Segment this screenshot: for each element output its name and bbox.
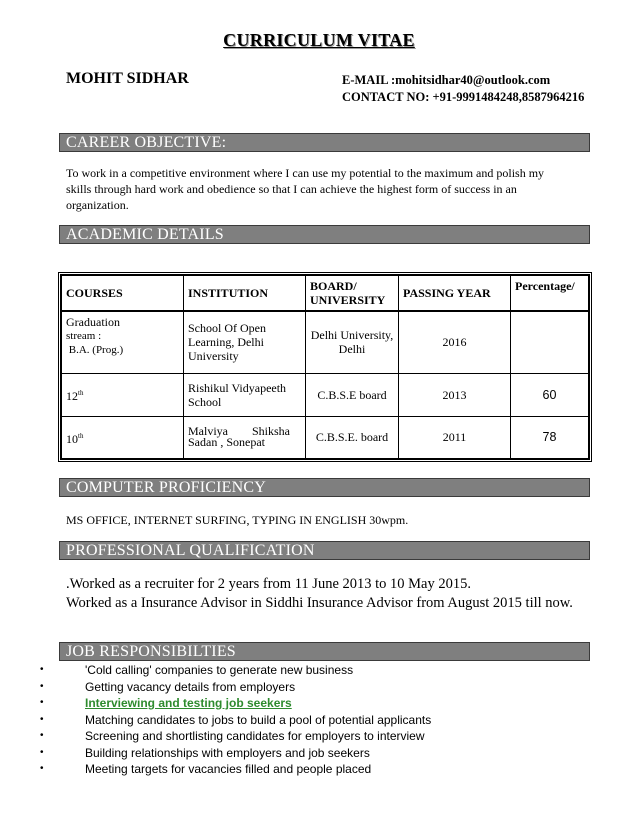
qualification-line: Worked as a Insurance Advisor in Siddhi Insurance Advisor from August 2015 till now.	[66, 595, 573, 611]
bullet-icon: •	[40, 763, 44, 774]
professional-qualification-heading: PROFESSIONAL QUALIFICATION	[59, 541, 590, 560]
course-cell	[62, 416, 184, 459]
percentage-cell: 78	[511, 416, 589, 459]
computer-proficiency-text: MS OFFICE, INTERNET SURFING, TYPING IN ENGLISH 30wpm.	[66, 513, 409, 527]
bullet-icon: •	[40, 730, 44, 741]
course-line: Graduation	[66, 315, 120, 329]
list-item-text: 'Cold calling' companies to generate new business	[85, 663, 354, 677]
course-cell	[62, 373, 184, 416]
year-cell: 2016	[399, 311, 511, 373]
header-board: BOARD/ UNIVERSITY	[306, 276, 399, 312]
table-row	[62, 373, 589, 416]
course-base: 10	[66, 431, 78, 446]
contact-line: CONTACT NO: +91-9991484248,8587964216	[342, 90, 585, 104]
course-line: B.A. (Prog.)	[66, 344, 124, 356]
institution-cell	[184, 416, 306, 459]
highlighted-list-item-text: Interviewing and testing job seekers	[85, 696, 292, 710]
list-item-text: Building relationships with employers and job seekers	[85, 745, 370, 760]
list-item-text: Meeting targets for vacancies filled and people placed	[85, 762, 372, 776]
email-line: E-MAIL :mohitsidhar40@outlook.com	[342, 73, 551, 87]
career-objective-line: skills through hard work and obedience so that I can achieve the highest form of success in an	[66, 182, 517, 196]
bullet-icon: •	[40, 697, 44, 708]
qualification-line: .Worked as a recruiter for 2 years from 11 June 2013 to 10 May 2015.	[66, 576, 471, 592]
institution-cell: Rishikul Vidyapeeth School	[184, 373, 306, 416]
institution-cell: School Of Open Learning, Delhi University	[184, 311, 306, 373]
career-objective-line: To work in a competitive environment where I can use my potential to the maximum and polish my	[66, 166, 545, 180]
header-percentage: Percentage/	[511, 276, 589, 312]
bullet-icon: •	[40, 664, 44, 675]
professional-qualification-text	[66, 575, 573, 613]
year-cell: 2011	[399, 416, 511, 459]
table-row	[62, 416, 589, 459]
document-title: CURRICULUM VITAE	[223, 30, 415, 50]
header-passing-year: PASSING YEAR	[399, 276, 511, 312]
table-header-row	[62, 276, 589, 312]
career-objective-line: organization.	[66, 198, 129, 212]
board-cell: Delhi University, Delhi	[306, 311, 399, 373]
candidate-name: MOHIT SIDHAR	[66, 70, 189, 87]
header-courses: COURSES	[62, 276, 184, 312]
bullet-icon: •	[40, 746, 44, 758]
list-item-text: Getting vacancy details from employers	[85, 679, 296, 694]
course-cell	[62, 311, 184, 373]
board-cell: C.B.S.E board	[306, 373, 399, 416]
list-item-text: Matching candidates to jobs to build a pool of potential applicants	[85, 712, 432, 727]
course-sup: th	[78, 389, 84, 397]
board-cell: C.B.S.E. board	[306, 416, 399, 459]
institution-line: Sadan , Sonepat	[188, 435, 265, 450]
list-item-text: Screening and shortlisting candidates for employers to interview	[85, 729, 425, 743]
job-responsibilities-heading: JOB RESPONSIBILTIES	[59, 642, 590, 661]
course-line: stream :	[66, 330, 102, 342]
course-base: 12	[66, 389, 78, 403]
institution-line: Malviya Shiksha	[188, 424, 290, 439]
bullet-icon: •	[40, 680, 44, 692]
career-objective-heading: CAREER OBJECTIVE:	[59, 133, 590, 152]
table-row	[62, 311, 589, 373]
bullet-icon: •	[40, 713, 44, 725]
percentage-cell: 60	[511, 373, 589, 416]
percentage-cell	[511, 311, 589, 373]
header-institution: INSTITUTION	[184, 276, 306, 312]
academic-details-heading: ACADEMIC DETAILS	[59, 225, 590, 244]
academic-table	[58, 272, 592, 462]
career-objective-text	[66, 165, 576, 213]
year-cell: 2013	[399, 373, 511, 416]
course-sup: th	[78, 431, 84, 440]
computer-proficiency-heading: COMPUTER PROFICIENCY	[59, 478, 590, 497]
